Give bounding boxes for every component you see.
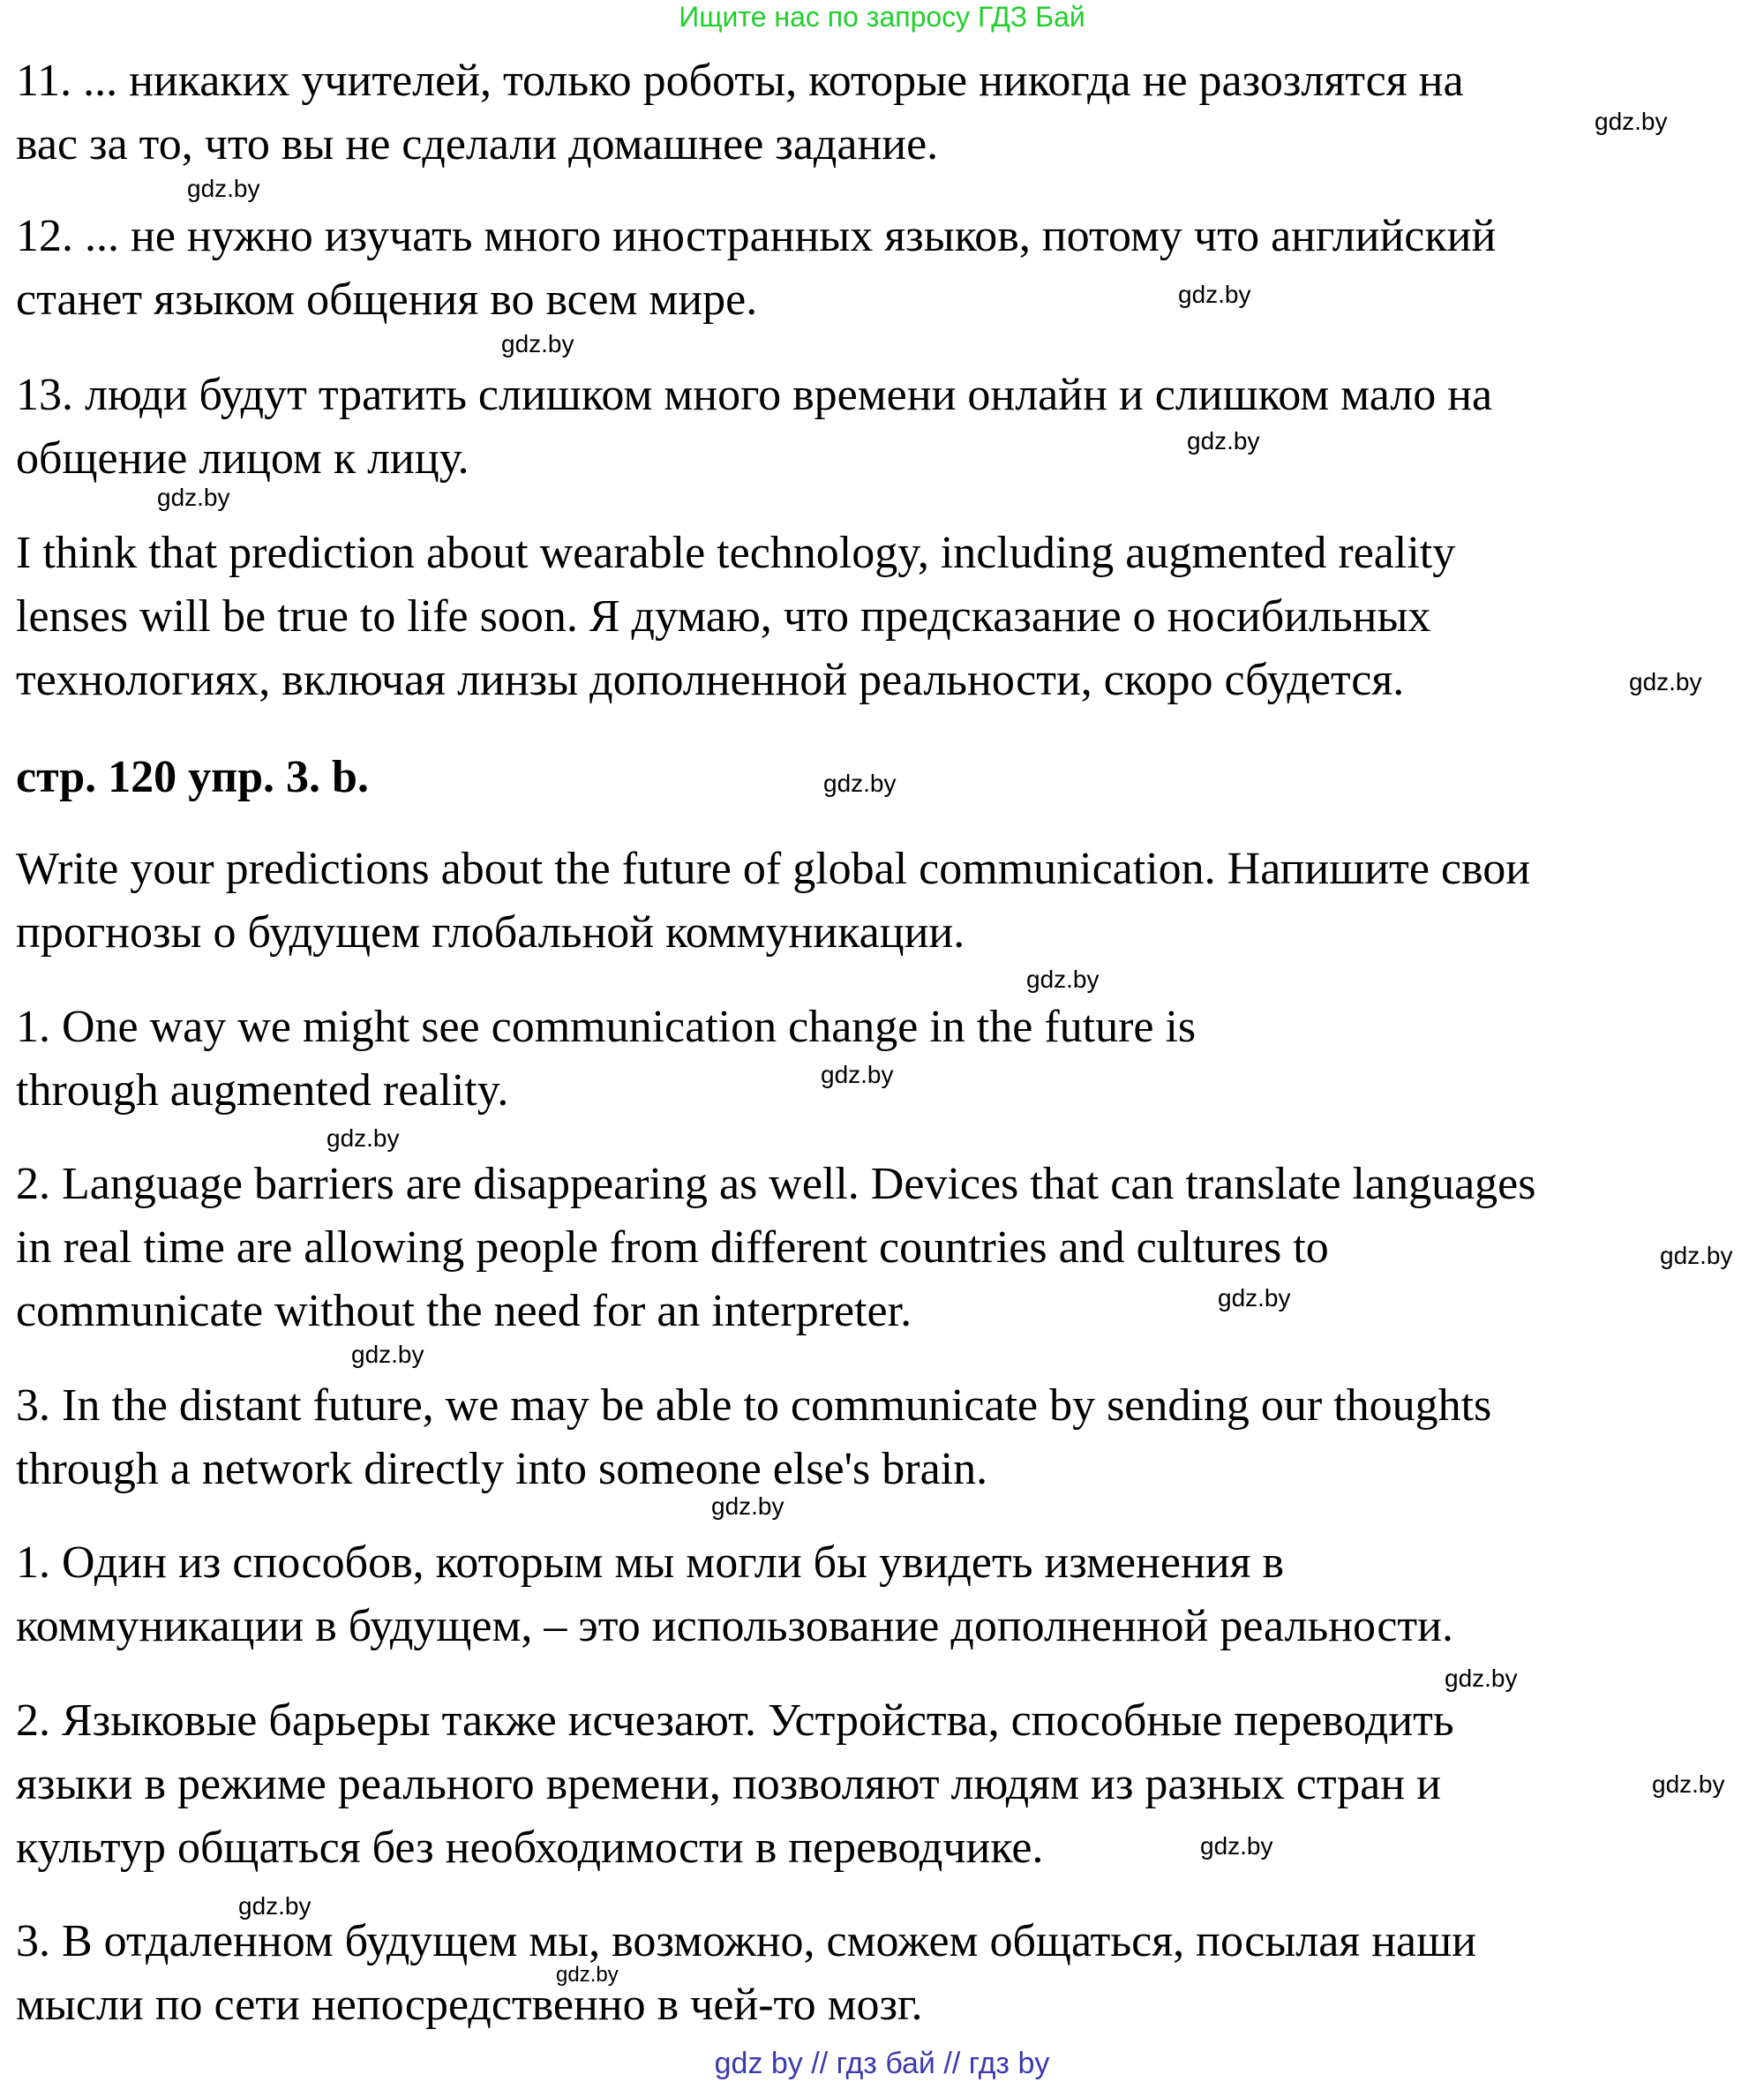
text-line: мысли по сети непосредственно в чей-то мозг.	[16, 1980, 923, 2030]
text-line: технологиях, включая линзы дополненной реальности, скоро сбудется.	[16, 655, 1405, 705]
text-line: 3. In the distant future, we may be able to communicate by sending our thoughts	[16, 1380, 1492, 1431]
watermark: gdz.by	[1178, 281, 1251, 308]
watermark: gdz.by	[1200, 1832, 1273, 1860]
text-line: вас за то, что вы не сделали домашнее задание.	[16, 119, 939, 169]
watermark: gdz.by	[1218, 1284, 1291, 1312]
watermark: gdz.by	[187, 175, 260, 202]
text-line: 2. Языковые барьеры также исчезают. Устройства, способные переводить	[16, 1695, 1454, 1746]
watermark: gdz.by	[1187, 427, 1260, 455]
watermark: gdz.by	[556, 1963, 619, 1987]
watermark: gdz.by	[821, 1061, 894, 1088]
text-line: lenses will be true to life soon. Я думаю, что предсказание о носибильных	[16, 591, 1431, 642]
watermark: gdz.by	[1629, 668, 1702, 695]
text-line: 11. ... никаких учителей, только роботы, которые никогда не разозлятся на	[16, 56, 1464, 106]
watermark: gdz.by	[1660, 1242, 1733, 1269]
text-line: 1. Один из способов, которым мы могли бы увидеть изменения в	[16, 1537, 1285, 1588]
text-line: коммуникации в будущем, – это использование дополненной реальности.	[16, 1601, 1453, 1651]
search-banner[interactable]: Ищите нас по запросу ГДЗ Бай	[679, 1, 1085, 33]
exercise-heading: стр. 120 упр. 3. b.	[16, 752, 369, 802]
text-line: in real time are allowing people from different countries and cultures to	[16, 1222, 1329, 1273]
text-line: прогнозы о будущем глобальной коммуникации.	[16, 907, 965, 958]
text-line: communicate without the need for an interpreter.	[16, 1286, 912, 1336]
text-line: 1. One way we might see communication change in the future is	[16, 1002, 1197, 1052]
watermark: gdz.by	[1595, 108, 1668, 135]
text-line: языки в режиме реального времени, позволяют людям из разных стран и	[16, 1759, 1441, 1809]
text-line: through a network directly into someone else's brain.	[16, 1444, 988, 1494]
watermark: gdz.by	[823, 770, 897, 797]
watermark: gdz.by	[238, 1892, 312, 1920]
watermark: gdz.by	[351, 1341, 424, 1368]
watermark: gdz.by	[501, 330, 574, 357]
watermark: gdz.by	[327, 1124, 400, 1152]
watermark: gdz.by	[157, 484, 230, 511]
text-line: общение лицом к лицу.	[16, 433, 469, 484]
text-line: 2. Language barriers are disappearing as well. Devices that can translate languages	[16, 1159, 1536, 1209]
watermark: gdz.by	[1652, 1770, 1725, 1798]
footer-links[interactable]: gdz by // гдз бай // гдз by	[714, 2047, 1050, 2080]
watermark: gdz.by	[711, 1492, 784, 1520]
text-line: I think that prediction about wearable technology, including augmented reality	[16, 528, 1456, 578]
text-line: 3. В отдаленном будущем мы, возможно, сможем общаться, посылая наши	[16, 1916, 1476, 1966]
text-line: 13. люди будут тратить слишком много времени онлайн и слишком мало на	[16, 370, 1493, 420]
text-line: Write your predictions about the future of global communication. Напишите свои	[16, 844, 1531, 894]
text-line: культур общаться без необходимости в переводчике.	[16, 1823, 1044, 1873]
text-line: станет языком общения во всем мире.	[16, 274, 758, 325]
text-line: 12. ... не нужно изучать много иностранных языков, потому что английский	[16, 211, 1497, 261]
text-line: through augmented reality.	[16, 1065, 509, 1116]
watermark: gdz.by	[1026, 966, 1100, 993]
watermark: gdz.by	[1445, 1665, 1518, 1692]
